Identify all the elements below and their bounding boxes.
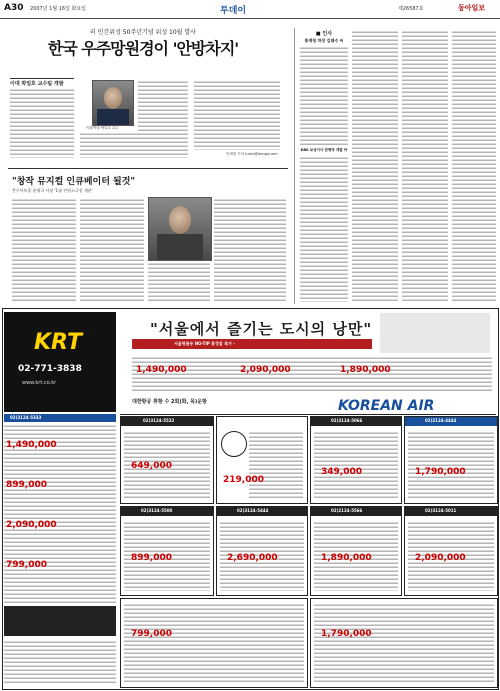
ad-box-10-body [314, 603, 494, 683]
article2-col2 [352, 30, 398, 302]
face-shape [104, 87, 122, 109]
banner-price-2: 2,090,000 [240, 365, 291, 375]
left-ad-list [4, 424, 116, 604]
author-photo [92, 80, 134, 126]
ad-box-9-body [124, 603, 304, 683]
page-header [0, 0, 500, 19]
ad-box-9-price: 799,000 [131, 629, 172, 639]
city-image [380, 313, 490, 353]
ad-box-5-phone[interactable]: 02)3124-5500 [141, 508, 173, 513]
ad-box-2-price: 219,000 [223, 475, 264, 485]
article2-col3 [402, 30, 448, 302]
suit-shape [157, 234, 203, 260]
article2-label: ■ 인사 [315, 31, 333, 37]
ad-box-1-phone[interactable]: 02)3124-5522 [143, 418, 175, 423]
ad-box-1[interactable] [120, 416, 214, 504]
left-price-1: 1,490,000 [6, 440, 57, 450]
left-ad-footer [4, 606, 116, 636]
column-rule [294, 28, 295, 304]
ad-box-4-phone[interactable]: 02)2124-4444 [425, 418, 457, 423]
left-price-4: 799,000 [6, 560, 47, 570]
ad-box-9[interactable] [120, 598, 308, 688]
article1-headline: 한국 우주망원경이 '안방차지' [47, 39, 239, 58]
photo-caption: 이화여대 박일호 교수 [86, 126, 119, 130]
ad-box-8-phone[interactable]: 02)3124-5011 [425, 508, 457, 513]
ad-box-7[interactable] [310, 506, 402, 596]
article1-body-col2b [80, 132, 188, 158]
left-price-3: 2,090,000 [6, 520, 57, 530]
ad-box-7-phone[interactable]: 02)2124-5566 [331, 508, 363, 513]
ad-box-6-phone[interactable]: 02)3124-5444 [237, 508, 269, 513]
banner-price-3: 1,890,000 [340, 365, 391, 375]
article2-col1 [300, 46, 348, 146]
shirt-shape [97, 109, 129, 125]
left-ad-phone[interactable]: 02)3124-5333 [10, 415, 42, 420]
banner-price-1: 1,490,000 [136, 365, 187, 375]
page-number: A30 [4, 3, 24, 13]
article1-body-col1 [10, 88, 74, 158]
ad-box-3-price: 349,000 [321, 467, 362, 477]
banner-footnote: 대한항공 취항 수 2회(화, 목)운항 [132, 399, 207, 405]
ad-box-10-price: 1,790,000 [321, 629, 372, 639]
article1-body-col3 [194, 80, 280, 150]
interview-photo [148, 197, 212, 261]
article3-body-col4 [214, 198, 286, 302]
ad-box-10[interactable] [310, 598, 498, 688]
article1-kicker: 러 민간위성 50주년기념 위성 10월 발사 [90, 29, 196, 36]
badge-circle [221, 431, 247, 457]
korean-air-logo: KOREAN AIR [338, 398, 435, 414]
ad-box-6-price: 2,690,000 [227, 553, 278, 563]
left-price-2: 899,000 [6, 480, 47, 490]
krt-ad[interactable] [4, 312, 116, 412]
issue-number: 제26587호 [398, 6, 424, 12]
newspaper-logo: 동아일보 [458, 4, 486, 12]
issue-date: 2007년 1월 16일 화요일 [30, 6, 87, 12]
krt-website[interactable]: www.krt.co.kr [22, 380, 57, 386]
ad-box-3-phone[interactable]: 02)3124-5066 [331, 418, 363, 423]
left-ad-bar [4, 414, 116, 422]
ad-box-2-body [249, 431, 303, 499]
ad-box-6[interactable] [216, 506, 308, 596]
article3-deck: 충무아트홀 윤영국 사장 '1월 전원소극장 개관' [12, 188, 93, 193]
section-divider [8, 168, 288, 169]
ad-box-3-body [314, 431, 398, 499]
grid-rule [120, 414, 496, 415]
article3-body-col1 [12, 198, 76, 302]
ad-box-2[interactable] [216, 416, 308, 504]
ad-box-3[interactable] [310, 416, 402, 504]
banner-band [132, 339, 372, 349]
section-title: 투데이 [220, 6, 247, 16]
ad-box-4-price: 1,790,000 [415, 467, 466, 477]
left-ad-footer2 [4, 640, 116, 685]
article1-subhead: 이대 박일호 교수팀 개발 [10, 78, 74, 89]
ad-box-4-body [408, 431, 494, 499]
ad-box-5-price: 899,000 [131, 553, 172, 563]
krt-logo: KRT [34, 330, 83, 355]
article2-sub2: KBS 보성이사 관행적 개발 外 [300, 148, 348, 152]
article3-body-col2 [80, 198, 144, 302]
banner-title: "서울에서 즐기는 도시의 낭만" [150, 320, 373, 338]
banner-subtitle: 서울명품동 NO-TIP 흥정잡 특가 - [174, 341, 235, 346]
article2-col1b [300, 156, 348, 302]
ad-box-8[interactable] [404, 506, 498, 596]
article3-body-col3 [148, 262, 210, 302]
article2-heading: 통계청 차장 김태수 씨 [304, 38, 344, 43]
ad-box-7-price: 1,890,000 [321, 553, 372, 563]
face-shape [169, 206, 191, 234]
ad-box-8-price: 2,090,000 [415, 553, 466, 563]
ad-box-4[interactable] [404, 416, 498, 504]
ad-box-5[interactable] [120, 506, 214, 596]
article1-signature: 이세형 기자 turtle@donga.com [226, 152, 278, 156]
krt-phone: 02-771-3838 [18, 364, 82, 374]
ad-box-1-price: 649,000 [131, 461, 172, 471]
article2-col4 [452, 30, 496, 302]
article3-headline: "창작 뮤지컬 인큐베이터 될것" [12, 177, 136, 187]
